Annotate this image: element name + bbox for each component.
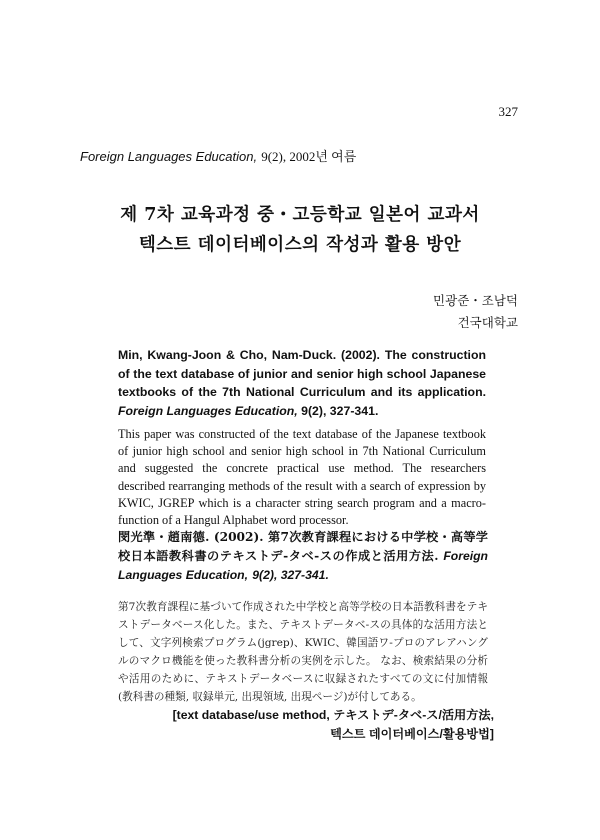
paper-title-line-1: 제 7차 교육과정 중・고등학교 일본어 교과서 xyxy=(120,205,480,225)
keywords-line-2: 텍스트 데이터베이스/활용방법] xyxy=(330,726,494,741)
paper-title-line-2: 텍스트 데이터베이스의 작성과 활용 방안 xyxy=(138,235,462,255)
japanese-citation xyxy=(118,528,488,585)
japanese-citation-journal: Foreign Languages Education, xyxy=(118,549,488,582)
japanese-abstract: 第7次教育課程に基づいて作成された中学校と高等学校の日本語教科書をテキストデータベース化した。また、テキストデータベ-スの具体的な活用方法として、文字列検索プログラム(jgrep)、KWIC、韓国語ワ-プロのアレアハングルのマクロ機能を使った教科書分析の実例を示した。 なお、検索結果の分析や活用のために、テキストデータベースに収録されたすべての文に付加情報(教科書の種類, 収録単元, 出現領域, 出現ページ)が付してある。 xyxy=(118,601,488,703)
journal-header xyxy=(80,146,356,165)
page-number: 327 xyxy=(498,104,518,119)
keywords-line-1: [text database/use method, テキストデ-タベ-ス/活用方法, xyxy=(172,708,494,722)
english-citation xyxy=(118,346,486,420)
journal-name: Foreign Languages Education, xyxy=(80,149,258,164)
author-block xyxy=(318,290,518,334)
english-citation-pages: 9(2), 327-341. xyxy=(301,403,379,418)
japanese-citation-text: 閔光準・趙南德. (2002). 第7次教育課程における中学校・高等学校日本語教科書のテキストデ-タベ-スの作成と活用方法. xyxy=(118,530,488,563)
english-citation-journal: Foreign Languages Education, xyxy=(118,403,298,418)
english-citation-text: Min, Kwang-Joon & Cho, Nam-Duck. (2002). The construction of the text database of junior and senior high school Japanese textbooks of the 7th National Curriculum and its application. xyxy=(118,348,486,399)
journal-volume: 9(2), 2002년 여름 xyxy=(261,149,357,164)
english-abstract: This paper was constructed of the text database of the Japanese textbook of junior high school and senior high school in 7th National Curriculum and suggested the concrete practical use method. The researchers described rearranging methods of the result with a search of expression by KWIC, JGREP which is a character string search program and a macro-function of a Hangul Alphabet word processor. xyxy=(118,427,486,528)
japanese-citation-pages: 9(2), 327-341. xyxy=(252,568,329,582)
paper-title xyxy=(60,200,540,260)
keywords xyxy=(134,706,494,743)
author-names: 민광준・조남덕 xyxy=(433,293,518,308)
author-affiliation: 건국대학교 xyxy=(457,315,518,330)
